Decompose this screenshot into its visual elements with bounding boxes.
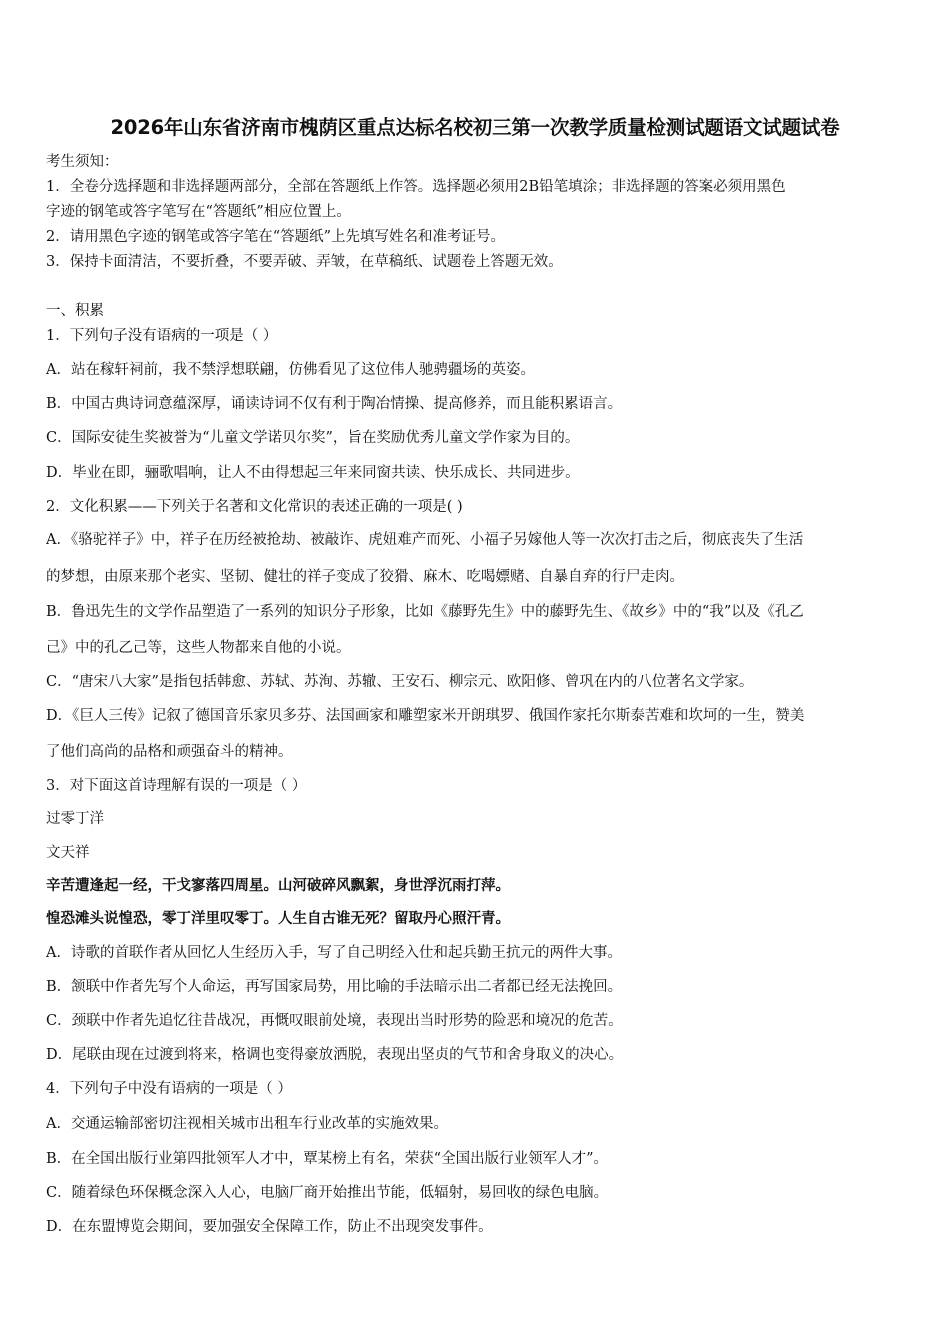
q1-option-a: A．站在稼轩祠前，我不禁浮想联翩，仿佛看见了这位伟人驰骋疆场的英姿。 <box>46 362 535 378</box>
q1-stem: 1．下列句子没有语病的一项是（ ） <box>46 328 278 344</box>
notice-item-1-cont: 字迹的钢笔或答字笔写在“答题纸”相应位置上。 <box>46 204 351 220</box>
q2-option-c: C．“唐宋八大家”是指包括韩愈、苏轼、苏洵、苏辙、王安石、柳宗元、欧阳修、曾巩在内的八位著名文学家。 <box>46 674 754 690</box>
q1-option-c: C．国际安徒生奖被誉为“儿童文学诺贝尔奖”，旨在奖励优秀儿童文学作家为目的。 <box>46 430 580 446</box>
poem-author: 文天祥 <box>46 845 90 861</box>
q2-option-d: D．《巨人三传》记叙了德国音乐家贝多芬、法国画家和雕塑家米开朗琪罗、俄国作家托尔斯泰苦难和坎坷的一生，赞美 <box>46 708 805 724</box>
q4-option-d: D．在东盟博览会期间，要加强安全保障工作，防止不出现突发事件。 <box>46 1219 493 1235</box>
q2-stem: 2．文化积累——下列关于名著和文化常识的表述正确的一项是( ) <box>46 499 463 515</box>
notice-item-2: 2．请用黑色字迹的钢笔或答字笔在“答题纸”上先填写姓名和准考证号。 <box>46 229 506 245</box>
poem-line-2: 惶恐滩头说惶恐，零丁洋里叹零丁。人生自古谁无死？留取丹心照汗青。 <box>46 910 510 927</box>
q2-option-b: B．鲁迅先生的文学作品塑造了一系列的知识分子形象，比如《藤野先生》中的藤野先生、《故乡》中的“我”以及《孔乙 <box>46 604 804 620</box>
q4-option-a: A．交通运输部密切注视相关城市出租车行业改革的实施效果。 <box>46 1116 448 1132</box>
q4-option-c: C．随着绿色环保概念深入人心，电脑厂商开始推出节能，低辐射，易回收的绿色电脑。 <box>46 1185 609 1201</box>
q2-option-a-cont: 的梦想，由原来那个老实、坚韧、健壮的祥子变成了狡猾、麻木、吃喝嫖赌、自暴自弃的行尸走肉。 <box>46 569 684 585</box>
q1-option-d: D．毕业在即，骊歌唱响，让人不由得想起三年来同窗共读、快乐成长、共同进步。 <box>46 465 580 481</box>
notice-heading: 考生须知： <box>46 154 119 170</box>
q3-option-c: C．颈联中作者先追忆往昔战况，再慨叹眼前处境，表现出当时形势的险恶和境况的危苦。 <box>46 1013 623 1029</box>
section-heading: 一、积累 <box>46 303 104 319</box>
q3-option-a: A．诗歌的首联作者从回忆人生经历入手，写了自己明经入仕和起兵勤王抗元的两件大事。 <box>46 945 622 961</box>
poem-line-1: 辛苦遭逢起一经，干戈寥落四周星。山河破碎风飘絮，身世浮沉雨打萍。 <box>46 877 510 894</box>
q3-option-d: D．尾联由现在过渡到将来，格调也变得豪放洒脱，表现出坚贞的气节和舍身取义的决心。 <box>46 1047 624 1063</box>
notice-item-3: 3．保持卡面清洁，不要折叠，不要弄破、弄皱，在草稿纸、试题卷上答题无效。 <box>46 254 563 270</box>
notice-item-1: 1．全卷分选择题和非选择题两部分，全部在答题纸上作答。选择题必须用2B铅笔填涂；非选择题的答案必须用黑色 <box>46 179 786 195</box>
q4-option-b: B．在全国出版行业第四批领军人才中，覃某榜上有名，荣获“全国出版行业领军人才”。 <box>46 1151 608 1167</box>
q4-stem: 4．下列句子中没有语病的一项是（ ） <box>46 1081 292 1097</box>
q1-option-b: B．中国古典诗词意蕴深厚，诵读诗词不仅有利于陶冶情操、提高修养，而且能积累语言。 <box>46 396 623 412</box>
q3-stem: 3．对下面这首诗理解有误的一项是（ ） <box>46 778 307 794</box>
q2-option-d-cont: 了他们高尚的品格和顽强奋斗的精神。 <box>46 744 293 760</box>
q3-option-b: B．颔联中作者先写个人命运，再写国家局势，用比喻的手法暗示出二者都已经无法挽回。 <box>46 979 623 995</box>
poem-title: 过零丁洋 <box>46 811 104 827</box>
q2-option-b-cont: 己》中的孔乙己等，这些人物都来自他的小说。 <box>46 640 351 656</box>
page-title: 2026年山东省济南市槐荫区重点达标名校初三第一次教学质量检测试题语文试题试卷 <box>110 116 840 139</box>
q2-option-a: A．《骆驼祥子》中，祥子在历经被抢劫、被敲诈、虎妞难产而死、小福子另嫁他人等一次次打击之后，彻底丧失了生活 <box>46 532 804 548</box>
